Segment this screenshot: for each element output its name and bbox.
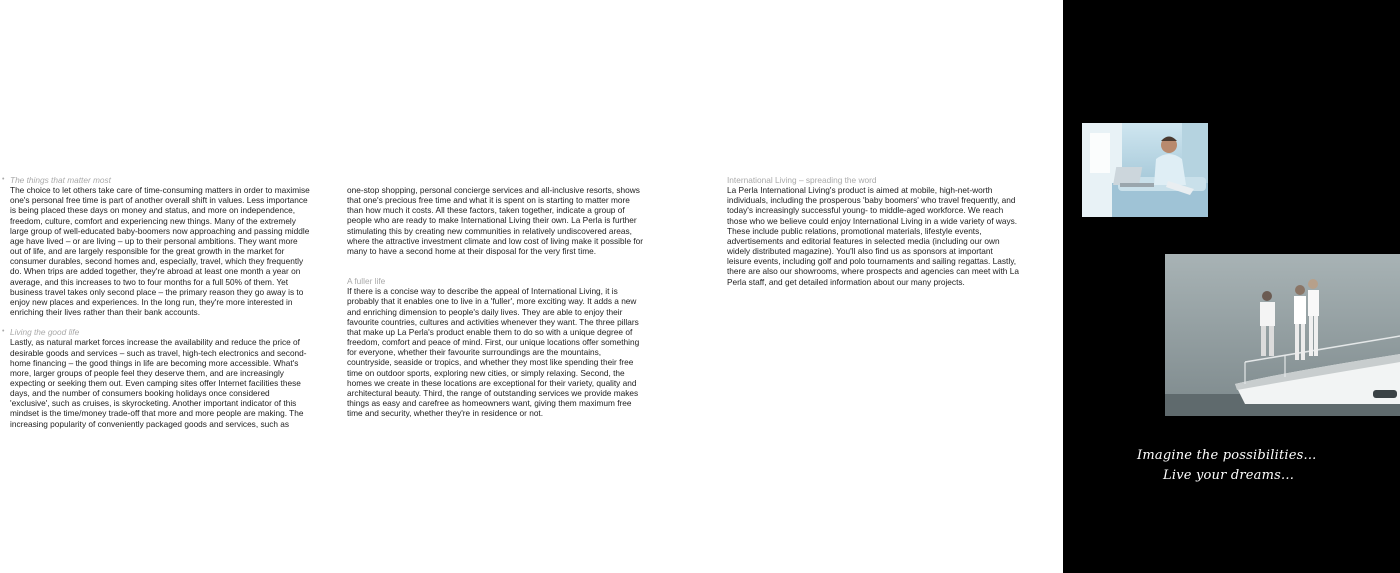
section-spreading-word (727, 175, 1019, 287)
section-living-good-life (2, 327, 310, 429)
photo-man-laptop (1082, 123, 1208, 217)
section-heading: International Living – spreading the word (727, 175, 877, 185)
body-paragraph: one-stop shopping, personal concierge services and all-inclusive resorts, shows that one's precious free time and what it is spent on is starting to matter more than how much it costs. All these factors, taken together, indicate a group of people who are ready to make International Living their own. La Perla is further stimulating this by creating new communities in relatively undiscovered areas, where the attractive investment climate and low cost of living make it possible for many to have a second home at their disposal for the very first time. (347, 185, 644, 256)
text-column-2 (347, 175, 647, 418)
tagline-line-1: Imagine the possibilities... (1137, 448, 1317, 463)
text-column-1 (2, 175, 310, 429)
text-column-3 (727, 175, 1019, 287)
body-paragraph: If there is a concise way to describe the appeal of International Living, it is probably that it enables one to live in a 'fuller', more exciting way. It adds a new and enriching dimension to people's daily lives. They are able to enjoy their favourite countries, cultures and activities whenever they want. The three pillars that make up La Perla's product enable them to do so with a unique degree of freedom, comfort and peace of mind. First, our unique locations offer something for everyone, whether their favourite surroundings are the mountains, countryside, seaside or tropics, and whether they most like spending their free time on outdoor sports, exploring new cities, or simply relaxing. Second, the homes we create in these locations are exceptional for their variety, quality and architectural beauty. Third, the range of outstanding services we provide makes things as easy and carefree as homeowners want, giving them maximum free time and security, whether they're in residence or not. (347, 286, 640, 419)
bullet-icon: • (2, 328, 5, 336)
body-paragraph: The choice to let others take care of time-consuming matters in order to maximise one's personal free time is part of another overall shift in values. Less importance is being placed these days on money and status, and more on independence, freedom, culture, comfort and experiencing new things. Many of the extremely large group of well-educated baby-boomers now approaching and passing middle age have lived – or are living – up to their personal ambitions. They want more out of life, and are largely responsible for the great growth in the market for consumer durables, second homes and, especially, travel, which they frequently do. When trips are added together, they're abroad at least one month a year on average, and this increases to two to four months for a full 50% of them. Yet business travel takes only second place – the primary reason they go away is to enjoy new places and experiences. In the long run, they're more interested in enriching their lives rather than their bank accounts. (10, 185, 310, 318)
bullet-icon: • (2, 176, 5, 183)
tagline-line-2: Live your dreams... (1163, 468, 1295, 483)
section-fuller-life (347, 276, 647, 418)
body-paragraph: La Perla International Living's product is aimed at mobile, high-net-worth individuals, including the prosperous 'baby boomers' who travel frequently, and today's increasingly successful young- to middle-aged workforce. We reach those who we believe could enjoy International Living in a wide variety of ways. These include public relations, promotional materials, lifestyle events, advertisements and editorial features in selected media (including our own widely distributed magazine). You'll also find us as sponsors at important leisure events, including golf and polo tournaments and sailing regattas. Lastly, there are also our showrooms, where prospects and agencies can meet with La Perla staff, and get detailed information about our many projects. (727, 185, 1019, 287)
photo-people-yacht (1165, 254, 1400, 416)
section-heading: Living the good life (10, 327, 80, 338)
body-paragraph: Lastly, as natural market forces increase the availability and reduce the price of desirable goods and services – such as travel, high-tech electronics and second-home financing – the good things in life are becoming more accessible. What's more, larger groups of people feel they deserve them, and are increasingly expecting or seeking them out. Even camping sites offer Internet facilities these days, and the number of consumers booking holidays once considered 'exclusive', such as cruises, is skyrocketing. Another important indicator of this mindset is the time/money trade-off that more and more people are making. The increasing popularity of conveniently packaged goods and services, such as (10, 337, 307, 429)
section-things-that-matter (2, 175, 310, 318)
section-continuation (347, 185, 647, 256)
section-heading: The things that matter most (10, 175, 111, 185)
section-heading: A fuller life (347, 276, 386, 287)
